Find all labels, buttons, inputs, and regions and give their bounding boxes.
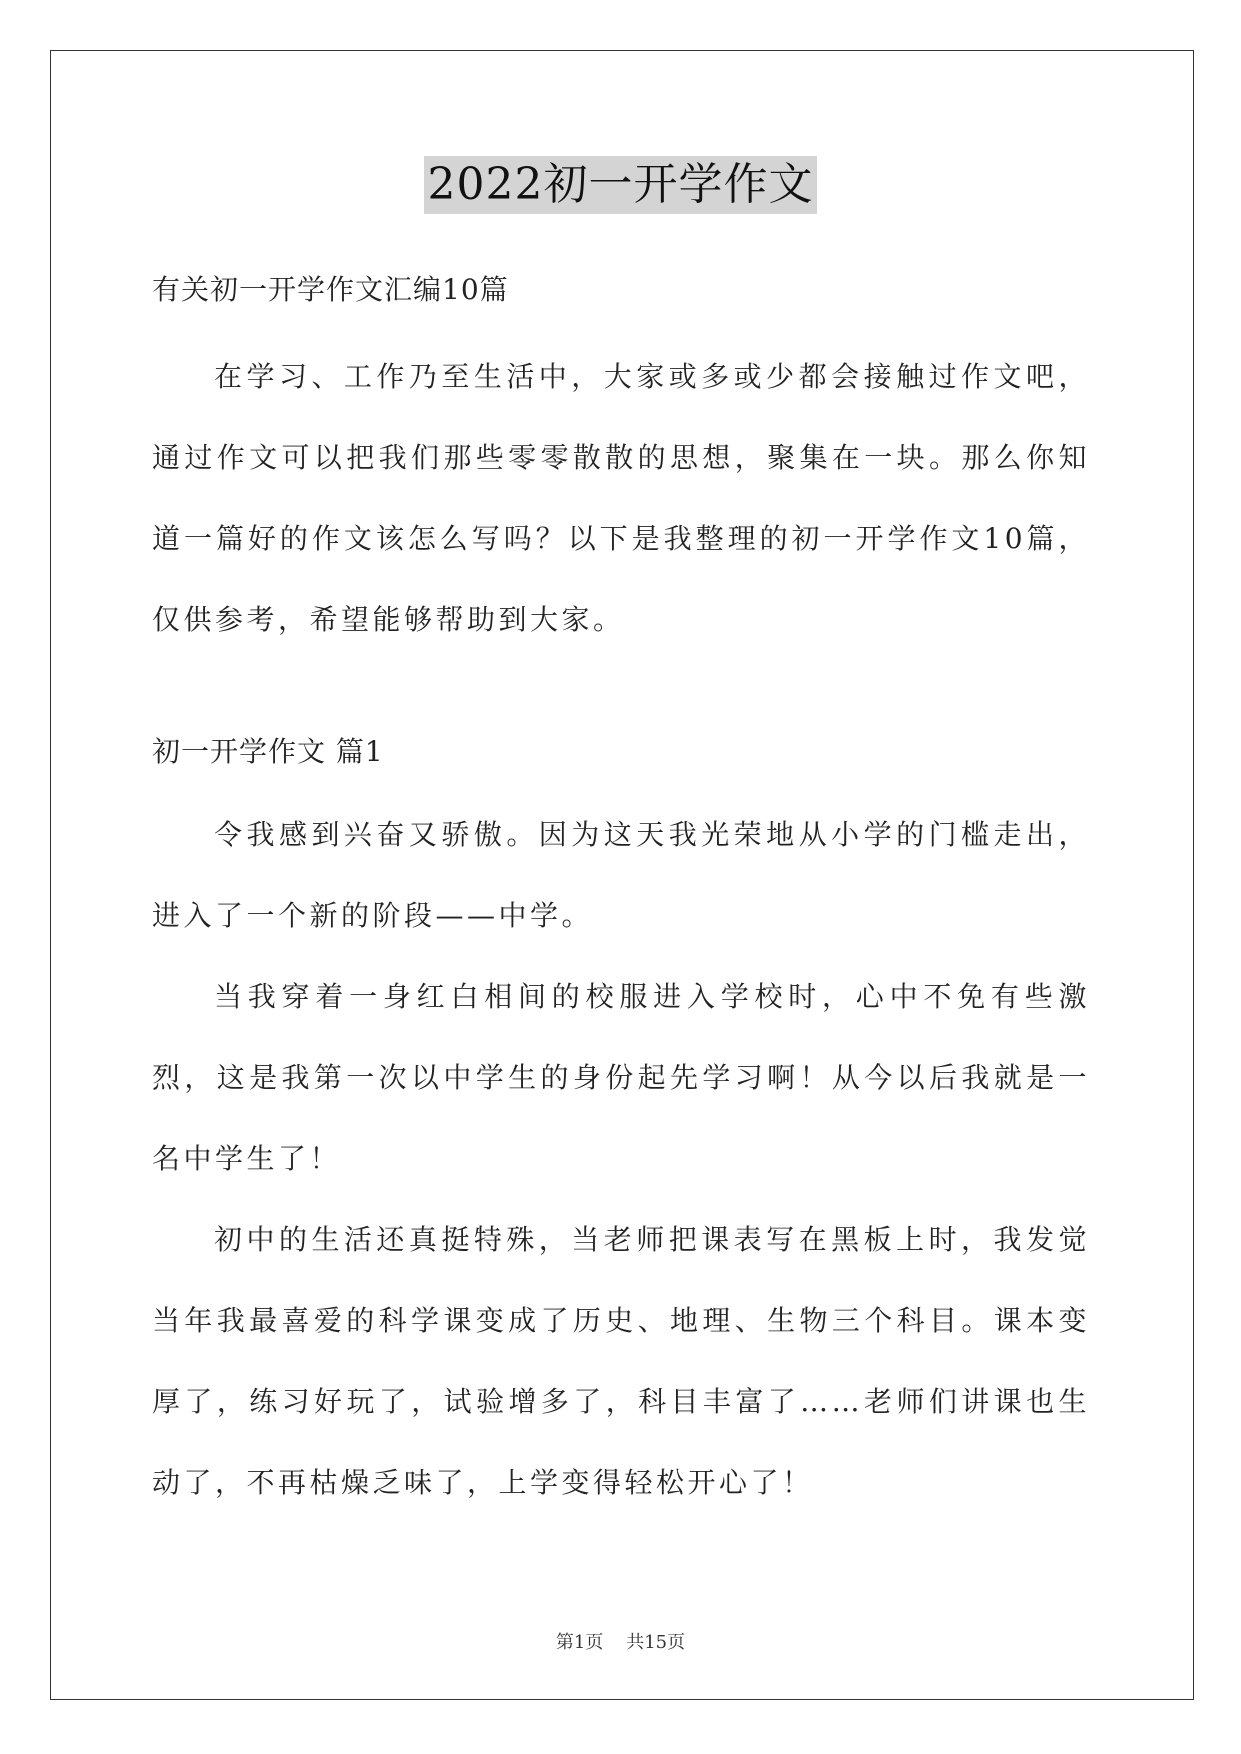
document-body xyxy=(152,232,1090,1523)
document-title: 2022初一开学作文 xyxy=(424,156,818,214)
body-paragraph: 令我感到兴奋又骄傲。因为这天我光荣地从小学的门槛走出，进入了一个新的阶段——中学。 xyxy=(152,818,1090,932)
body-paragraph: 初中的生活还真挺特殊，当老师把课表写在黑板上时，我发觉当年我最喜爱的科学课变成了历史、地理、生物三个科目。课本变厚了，练习好玩了，试验增多了，科目丰富了……老师们讲课也生动了，不再枯燥乏味了，上学变得轻松开心了！ xyxy=(152,1223,1090,1499)
page-number: 第1页 共15页 xyxy=(555,1632,686,1653)
page-footer xyxy=(0,1628,1241,1654)
title-container xyxy=(0,156,1241,214)
section-heading: 初一开学作文 篇1 xyxy=(152,735,384,768)
body-paragraph: 当我穿着一身红白相间的校服进入学校时，心中不免有些激烈，这是我第一次以中学生的身份起先学习啊！从今以后我就是一名中学生了！ xyxy=(152,980,1090,1175)
document-subtitle: 有关初一开学作文汇编10篇 xyxy=(152,273,509,306)
intro-paragraph: 在学习、工作乃至生活中，大家或多或少都会接触过作文吧，通过作文可以把我们那些零零散散的思想，聚集在一块。那么你知道一篇好的作文该怎么写吗？以下是我整理的初一开学作文10篇，仅供参考，希望能够帮助到大家。 xyxy=(152,360,1090,636)
